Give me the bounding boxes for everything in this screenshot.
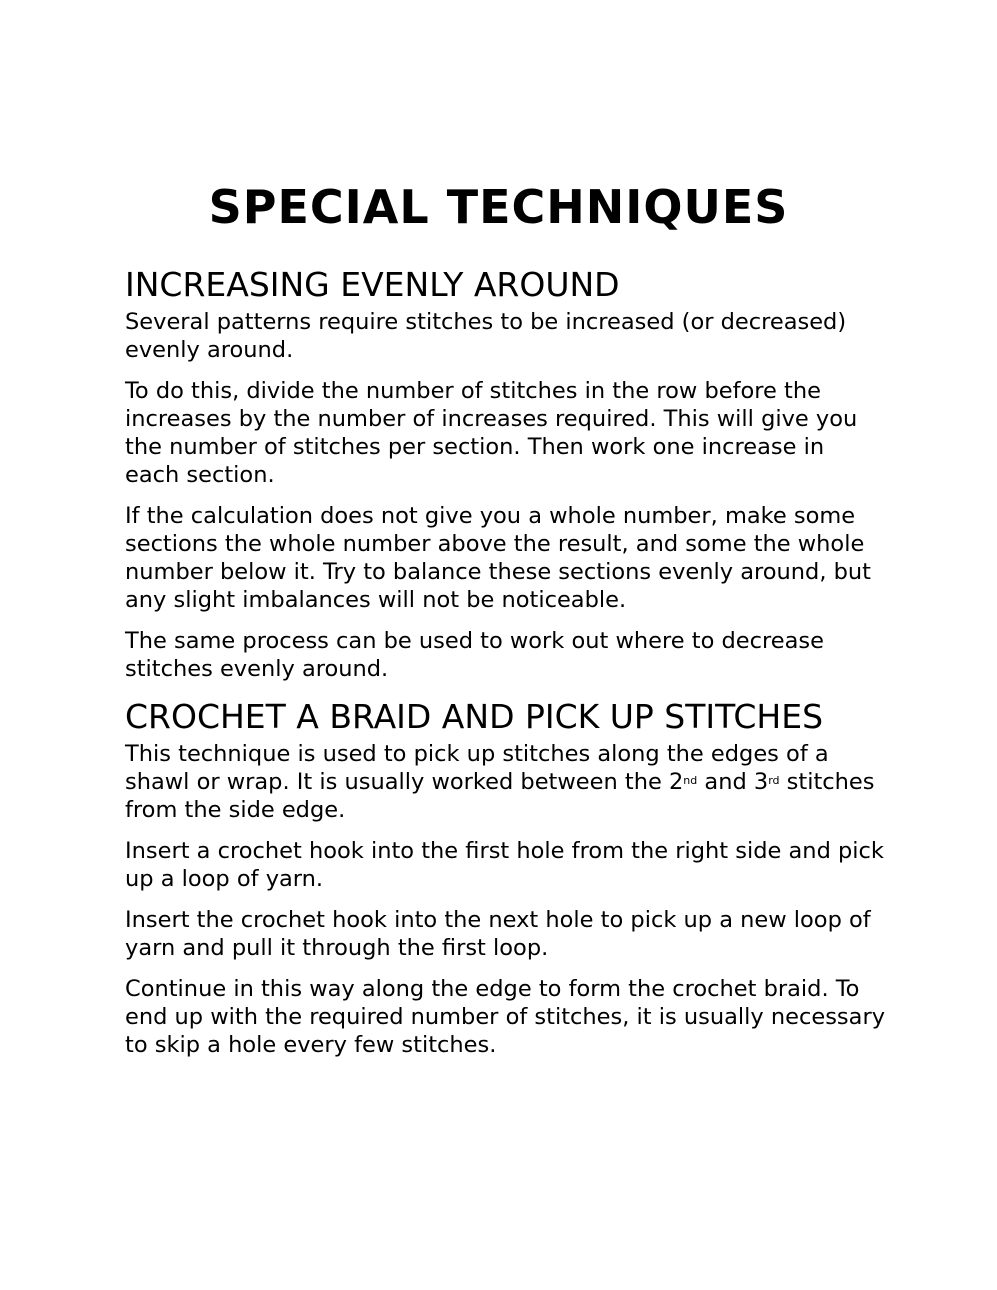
paragraph: Insert a crochet hook into the first hole from the right side and pick up a loop of yarn. xyxy=(125,838,884,892)
ordinal-suffix: rd xyxy=(768,774,780,787)
section-heading-increasing: INCREASING EVENLY AROUND xyxy=(125,265,620,304)
paragraph: Insert the crochet hook into the next hole to pick up a new loop of yarn and pull it through the first loop. xyxy=(125,907,871,961)
paragraph: Continue in this way along the edge to form the crochet braid. To end up with the required number of stitches, it is usually necessary to skip a hole every few stitches. xyxy=(125,976,886,1058)
paragraph: To do this, divide the number of stitches in the row before the increases by the number of increases required. This will give you the number of stitches per section. Then work one increase in each section. xyxy=(125,378,858,488)
section-heading-crochet-braid: CROCHET A BRAID AND PICK UP STITCHES xyxy=(125,697,824,736)
paragraph: The same process can be used to work out where to decrease stitches evenly around. xyxy=(125,628,824,682)
page-title: SPECIAL TECHNIQUES xyxy=(208,180,789,234)
ordinal-suffix: nd xyxy=(683,774,698,787)
intro-text-part: stitches from the side edge. xyxy=(125,769,875,823)
paragraph: If the calculation does not give you a whole number, make some sections the whole number above the result, and some the whole number below it. Try to balance these sections evenly around, but any slight imbalances will not be noticeable. xyxy=(125,503,871,613)
intro-text-part: This technique is used to pick up stitches along the edges of a shawl or wrap. It is usually worked between the 2 xyxy=(125,741,829,795)
paragraph-intro xyxy=(125,740,885,824)
paragraph: Several patterns require stitches to be increased (or decreased) evenly around. xyxy=(125,309,847,363)
intro-text-part: and 3 xyxy=(697,769,769,795)
content-body xyxy=(125,264,885,1072)
